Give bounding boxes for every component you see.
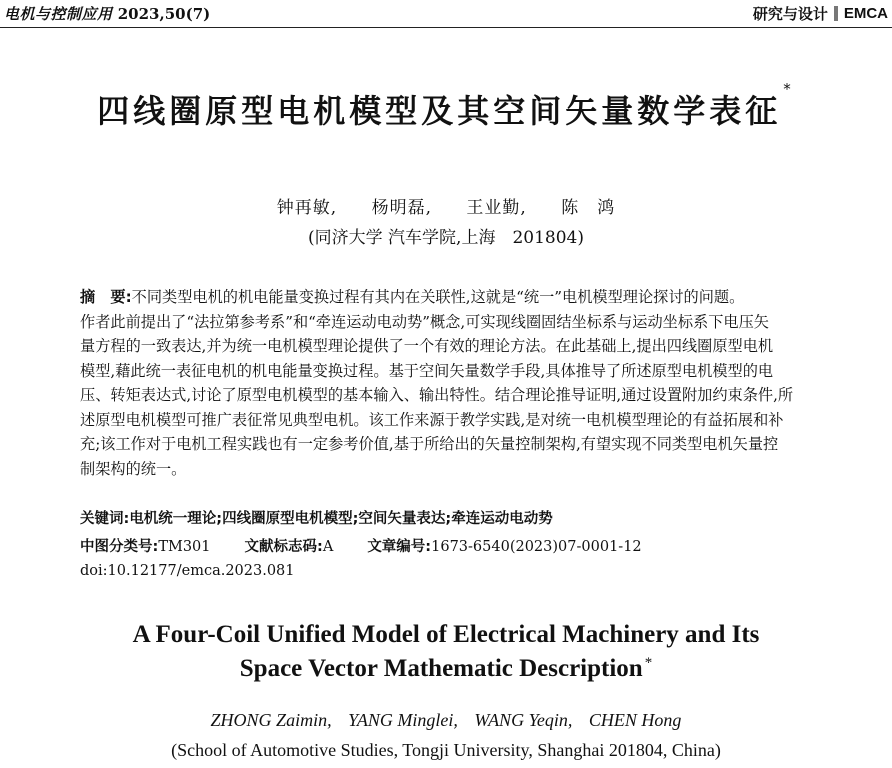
author-cn: 王业勤,: [466, 198, 527, 218]
running-header-left: [4, 3, 210, 24]
abstract-text: 不同类型电机的机电能量变换过程有其内在关联性,这就是“统一”电机模型理论探讨的问题。: [131, 288, 745, 306]
author-list-cn: [0, 193, 892, 218]
header-divider-bar: [834, 6, 838, 21]
abstract-line: 述原型电机模型可推广表征常见典型电机。该工作来源于教学实践,是对统一电机模型理论的有益拓展和补: [80, 410, 784, 429]
article-number-value: 1673-6540(2023)07-0001-12: [431, 539, 642, 555]
clc-value: TM301: [158, 539, 211, 555]
affiliation-en: (School of Automotive Studies, Tongji University, Shanghai 201804, China): [171, 740, 721, 760]
affiliation-cn: (同济大学 汽车学院,上海 201804): [308, 228, 584, 248]
author-cn: 杨明磊,: [371, 198, 432, 218]
abstract-line: 作者此前提出了“法拉第参考系”和“牵连运动电动势”概念,可实现线圈固结坐标系与运动坐标系下电压矢: [80, 312, 769, 331]
abstract-line: 压、转矩表达式,讨论了原型电机模型的基本输入、输出特性。结合理论推导证明,通过设置附加约束条件,所: [80, 386, 794, 404]
clc-label: 中图分类号:: [80, 539, 159, 555]
author-en: YANG Minglei,: [348, 710, 458, 730]
doi-label: doi:: [80, 563, 108, 579]
keywords: [80, 507, 553, 528]
doi-line: [80, 563, 295, 579]
title-en-line: A Four-Coil Unified Model of Electrical Machinery and Its: [132, 621, 760, 648]
keywords-label: 关键词:: [80, 511, 130, 527]
title-en-line: [0, 652, 892, 686]
abstract-line: 制架构的统一。: [80, 459, 187, 478]
journal-issue: 2023,50(7): [117, 5, 211, 23]
author-en: WANG Yeqin,: [474, 710, 573, 730]
section-name: 研究与设计: [752, 5, 828, 23]
abstract-line: 充;该工作对于电机工程实践也有一定参考价值,基于所给出的矢量控制架构,有望实现不同类型电机矢量控: [80, 435, 779, 453]
author-list-en: [0, 710, 892, 731]
title-en-line2-text: Space Vector Mathematic Description: [239, 655, 643, 682]
header-rule: [0, 27, 892, 28]
journal-name: 电机与控制应用: [4, 5, 113, 23]
paper-title-cn: [0, 80, 892, 132]
running-header-right: [753, 3, 888, 24]
abstract: [80, 285, 856, 481]
paper-title-en: [0, 618, 892, 686]
author-en: ZHONG Zaimin,: [210, 710, 332, 730]
author-cn: 钟再敏,: [276, 198, 338, 218]
author-cn: 陈 鸿: [561, 198, 616, 218]
abstract-line: 量方程的一致表达,并为统一电机模型理论提供了一个有效的理论方法。在此基础上,提出四线圈原型电机: [80, 337, 774, 355]
classification-line: [80, 535, 642, 556]
doc-code-value: A: [322, 539, 334, 555]
keywords-value: 电机统一理论;四线圈原型电机模型;空间矢量表达;牵连运动电动势: [129, 511, 553, 527]
abstract-line: [80, 285, 856, 310]
article-number-label: 文章编号:: [367, 539, 432, 555]
abstract-line: 模型,藉此统一表征电机的机电能量变换过程。基于空间矢量数学手段,具体推导了所述原型电机模型的电: [80, 361, 774, 380]
title-en-footnote-mark: *: [644, 655, 653, 671]
doi-value: 10.12177/emca.2023.081: [107, 563, 295, 579]
author-en: CHEN Hong: [588, 710, 682, 730]
brand-logo: EMCA: [843, 5, 888, 22]
title-footnote-mark: *: [783, 80, 795, 98]
title-cn-text: 四线圈原型电机模型及其空间矢量数学表征: [97, 92, 782, 130]
abstract-label: 摘 要:: [80, 288, 132, 306]
doc-code-label: 文献标志码:: [244, 539, 323, 555]
